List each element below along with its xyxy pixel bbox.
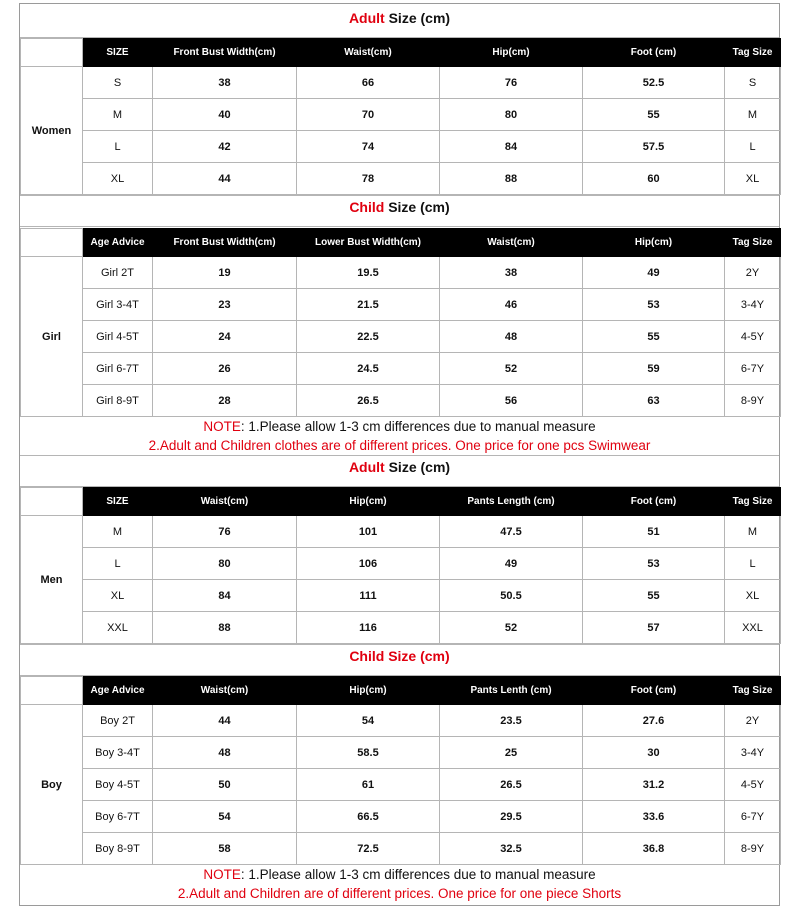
header-blank-cell [21, 488, 83, 516]
note-line-1 [20, 865, 779, 884]
column-header: Age Advice [83, 677, 153, 705]
note-line-1 [20, 417, 779, 436]
group-label: Men [21, 516, 83, 644]
tag-size-cell: 3-4Y [725, 737, 781, 769]
measurement-cell: 28 [153, 385, 297, 417]
table-row [21, 612, 781, 644]
measurement-cell: 19 [153, 257, 297, 289]
tag-size-cell: 8-9Y [725, 833, 781, 865]
size-label-cell: L [83, 131, 153, 163]
measurement-cell: 52 [440, 612, 583, 644]
column-header: Foot (cm) [583, 677, 725, 705]
table-row [21, 705, 781, 737]
measurement-cell: 54 [297, 705, 440, 737]
measurement-cell: 66 [297, 67, 440, 99]
measurement-cell: 19.5 [297, 257, 440, 289]
note-text-1: : 1.Please allow 1-3 cm differences due to manual measure [240, 419, 596, 434]
measurement-cell: 32.5 [440, 833, 583, 865]
column-header: Hip(cm) [297, 677, 440, 705]
measurement-cell: 22.5 [297, 321, 440, 353]
header-blank-cell [21, 39, 83, 67]
title-rest: Size (cm) [384, 199, 450, 215]
measurement-cell: 88 [153, 612, 297, 644]
size-label-cell: M [83, 99, 153, 131]
measurement-cell: 36.8 [583, 833, 725, 865]
measurement-cell: 55 [583, 580, 725, 612]
measurement-cell: 66.5 [297, 801, 440, 833]
measurement-cell: 78 [297, 163, 440, 195]
measurement-cell: 50.5 [440, 580, 583, 612]
measurement-cell: 54 [153, 801, 297, 833]
measurement-cell: 84 [153, 580, 297, 612]
table-row [21, 99, 781, 131]
measurement-cell: 53 [583, 289, 725, 321]
table-row [21, 580, 781, 612]
table-row [21, 769, 781, 801]
tag-size-cell: L [725, 548, 781, 580]
measurement-cell: 58.5 [297, 737, 440, 769]
size-label-cell: Girl 3-4T [83, 289, 153, 321]
table-row [21, 833, 781, 865]
size-label-cell: Boy 2T [83, 705, 153, 737]
measurement-cell: 88 [440, 163, 583, 195]
tag-size-cell: 2Y [725, 257, 781, 289]
size-label-cell: Boy 4-5T [83, 769, 153, 801]
size-label-cell: Boy 8-9T [83, 833, 153, 865]
tag-size-cell: XL [725, 580, 781, 612]
table-row [21, 67, 781, 99]
child-boy-title [20, 644, 779, 676]
size-label-cell: M [83, 516, 153, 548]
measurement-cell: 52.5 [583, 67, 725, 99]
measurement-cell: 26.5 [297, 385, 440, 417]
size-label-cell: Girl 8-9T [83, 385, 153, 417]
table-row [21, 289, 781, 321]
girl-note [20, 416, 779, 455]
measurement-cell: 25 [440, 737, 583, 769]
measurement-cell: 23.5 [440, 705, 583, 737]
measurement-cell: 57 [583, 612, 725, 644]
size-label-cell: Boy 3-4T [83, 737, 153, 769]
size-label-cell: XXL [83, 612, 153, 644]
tag-size-cell: L [725, 131, 781, 163]
measurement-cell: 80 [153, 548, 297, 580]
measurement-cell: 72.5 [297, 833, 440, 865]
note-text-1: : 1.Please allow 1-3 cm differences due to manual measure [240, 867, 596, 882]
measurement-cell: 26 [153, 353, 297, 385]
size-label-cell: Girl 2T [83, 257, 153, 289]
measurement-cell: 52 [440, 353, 583, 385]
column-header: Front Bust Width(cm) [153, 229, 297, 257]
measurement-cell: 33.6 [583, 801, 725, 833]
measurement-cell: 59 [583, 353, 725, 385]
column-header: Foot (cm) [583, 488, 725, 516]
measurement-cell: 29.5 [440, 801, 583, 833]
table-row [21, 257, 781, 289]
measurement-cell: 31.2 [583, 769, 725, 801]
child-girl-title [20, 195, 779, 227]
column-header: Hip(cm) [297, 488, 440, 516]
group-label: Girl [21, 257, 83, 417]
measurement-cell: 24.5 [297, 353, 440, 385]
note-label: NOTE [203, 867, 241, 882]
table-header-row [21, 39, 781, 67]
measurement-cell: 55 [583, 99, 725, 131]
measurement-cell: 24 [153, 321, 297, 353]
tag-size-cell: 6-7Y [725, 801, 781, 833]
size-label-cell: Girl 4-5T [83, 321, 153, 353]
column-header: SIZE [83, 39, 153, 67]
measurement-cell: 55 [583, 321, 725, 353]
measurement-cell: 47.5 [440, 516, 583, 548]
tag-size-cell: 6-7Y [725, 353, 781, 385]
measurement-cell: 44 [153, 705, 297, 737]
measurement-cell: 30 [583, 737, 725, 769]
measurement-cell: 101 [297, 516, 440, 548]
column-header: Hip(cm) [583, 229, 725, 257]
table-row [21, 737, 781, 769]
adult-men-title [20, 455, 779, 487]
measurement-cell: 48 [440, 321, 583, 353]
table-row [21, 801, 781, 833]
size-label-cell: Girl 6-7T [83, 353, 153, 385]
column-header: SIZE [83, 488, 153, 516]
measurement-cell: 27.6 [583, 705, 725, 737]
column-header: Waist(cm) [297, 39, 440, 67]
measurement-cell: 56 [440, 385, 583, 417]
tag-size-cell: XL [725, 163, 781, 195]
measurement-cell: 21.5 [297, 289, 440, 321]
tag-size-cell: 4-5Y [725, 769, 781, 801]
title-rest: Size (cm) [384, 10, 451, 26]
measurement-cell: 38 [153, 67, 297, 99]
measurement-cell: 84 [440, 131, 583, 163]
column-header: Waist(cm) [153, 677, 297, 705]
measurement-cell: 63 [583, 385, 725, 417]
adult-women-title [20, 3, 779, 38]
measurement-cell: 58 [153, 833, 297, 865]
size-label-cell: XL [83, 580, 153, 612]
measurement-cell: 76 [440, 67, 583, 99]
column-header: Lower Bust Width(cm) [297, 229, 440, 257]
women-size-table [20, 38, 781, 195]
table-row [21, 353, 781, 385]
measurement-cell: 48 [153, 737, 297, 769]
header-blank-cell [21, 229, 83, 257]
men-size-table [20, 487, 781, 644]
measurement-cell: 60 [583, 163, 725, 195]
table-row [21, 548, 781, 580]
column-header: Tag Size [725, 229, 781, 257]
measurement-cell: 51 [583, 516, 725, 548]
measurement-cell: 40 [153, 99, 297, 131]
table-header-row [21, 488, 781, 516]
table-header-row [21, 677, 781, 705]
measurement-cell: 61 [297, 769, 440, 801]
measurement-cell: 76 [153, 516, 297, 548]
note-line-2: 2.Adult and Children clothes are of different prices. One price for one pcs Swimwear [148, 438, 651, 453]
measurement-cell: 23 [153, 289, 297, 321]
title-highlight: Child Size (cm) [349, 648, 450, 664]
size-label-cell: Boy 6-7T [83, 801, 153, 833]
tag-size-cell: 4-5Y [725, 321, 781, 353]
column-header: Foot (cm) [583, 39, 725, 67]
table-row [21, 516, 781, 548]
measurement-cell: 49 [440, 548, 583, 580]
boy-note [20, 864, 779, 905]
tag-size-cell: M [725, 99, 781, 131]
measurement-cell: 111 [297, 580, 440, 612]
group-label: Boy [21, 705, 83, 865]
measurement-cell: 49 [583, 257, 725, 289]
measurement-cell: 57.5 [583, 131, 725, 163]
column-header: Tag Size [725, 39, 781, 67]
column-header: Pants Length (cm) [440, 488, 583, 516]
tag-size-cell: 8-9Y [725, 385, 781, 417]
measurement-cell: 50 [153, 769, 297, 801]
tag-size-cell: 3-4Y [725, 289, 781, 321]
table-row [21, 321, 781, 353]
table-row [21, 131, 781, 163]
column-header: Hip(cm) [440, 39, 583, 67]
measurement-cell: 70 [297, 99, 440, 131]
measurement-cell: 106 [297, 548, 440, 580]
size-label-cell: L [83, 548, 153, 580]
measurement-cell: 26.5 [440, 769, 583, 801]
title-highlight: Adult [348, 10, 385, 26]
title-highlight: Child [349, 199, 385, 215]
girl-size-table [20, 228, 781, 417]
size-label-cell: XL [83, 163, 153, 195]
table-row [21, 385, 781, 417]
measurement-cell: 116 [297, 612, 440, 644]
measurement-cell: 53 [583, 548, 725, 580]
title-highlight: Adult [348, 459, 385, 475]
title-rest: Size (cm) [384, 459, 451, 475]
measurement-cell: 80 [440, 99, 583, 131]
table-row [21, 163, 781, 195]
measurement-cell: 38 [440, 257, 583, 289]
tag-size-cell: 2Y [725, 705, 781, 737]
tag-size-cell: XXL [725, 612, 781, 644]
size-label-cell: S [83, 67, 153, 99]
column-header: Pants Lenth (cm) [440, 677, 583, 705]
note-line-2: 2.Adult and Children are of different prices. One price for one piece Shorts [177, 886, 622, 901]
column-header: Waist(cm) [153, 488, 297, 516]
measurement-cell: 46 [440, 289, 583, 321]
column-header: Age Advice [83, 229, 153, 257]
tag-size-cell: S [725, 67, 781, 99]
group-label: Women [21, 67, 83, 195]
note-label: NOTE [203, 419, 241, 434]
column-header: Tag Size [725, 677, 781, 705]
measurement-cell: 44 [153, 163, 297, 195]
measurement-cell: 74 [297, 131, 440, 163]
column-header: Waist(cm) [440, 229, 583, 257]
measurement-cell: 42 [153, 131, 297, 163]
tag-size-cell: M [725, 516, 781, 548]
column-header: Front Bust Width(cm) [153, 39, 297, 67]
table-header-row [21, 229, 781, 257]
column-header: Tag Size [725, 488, 781, 516]
header-blank-cell [21, 677, 83, 705]
boy-size-table [20, 676, 781, 865]
